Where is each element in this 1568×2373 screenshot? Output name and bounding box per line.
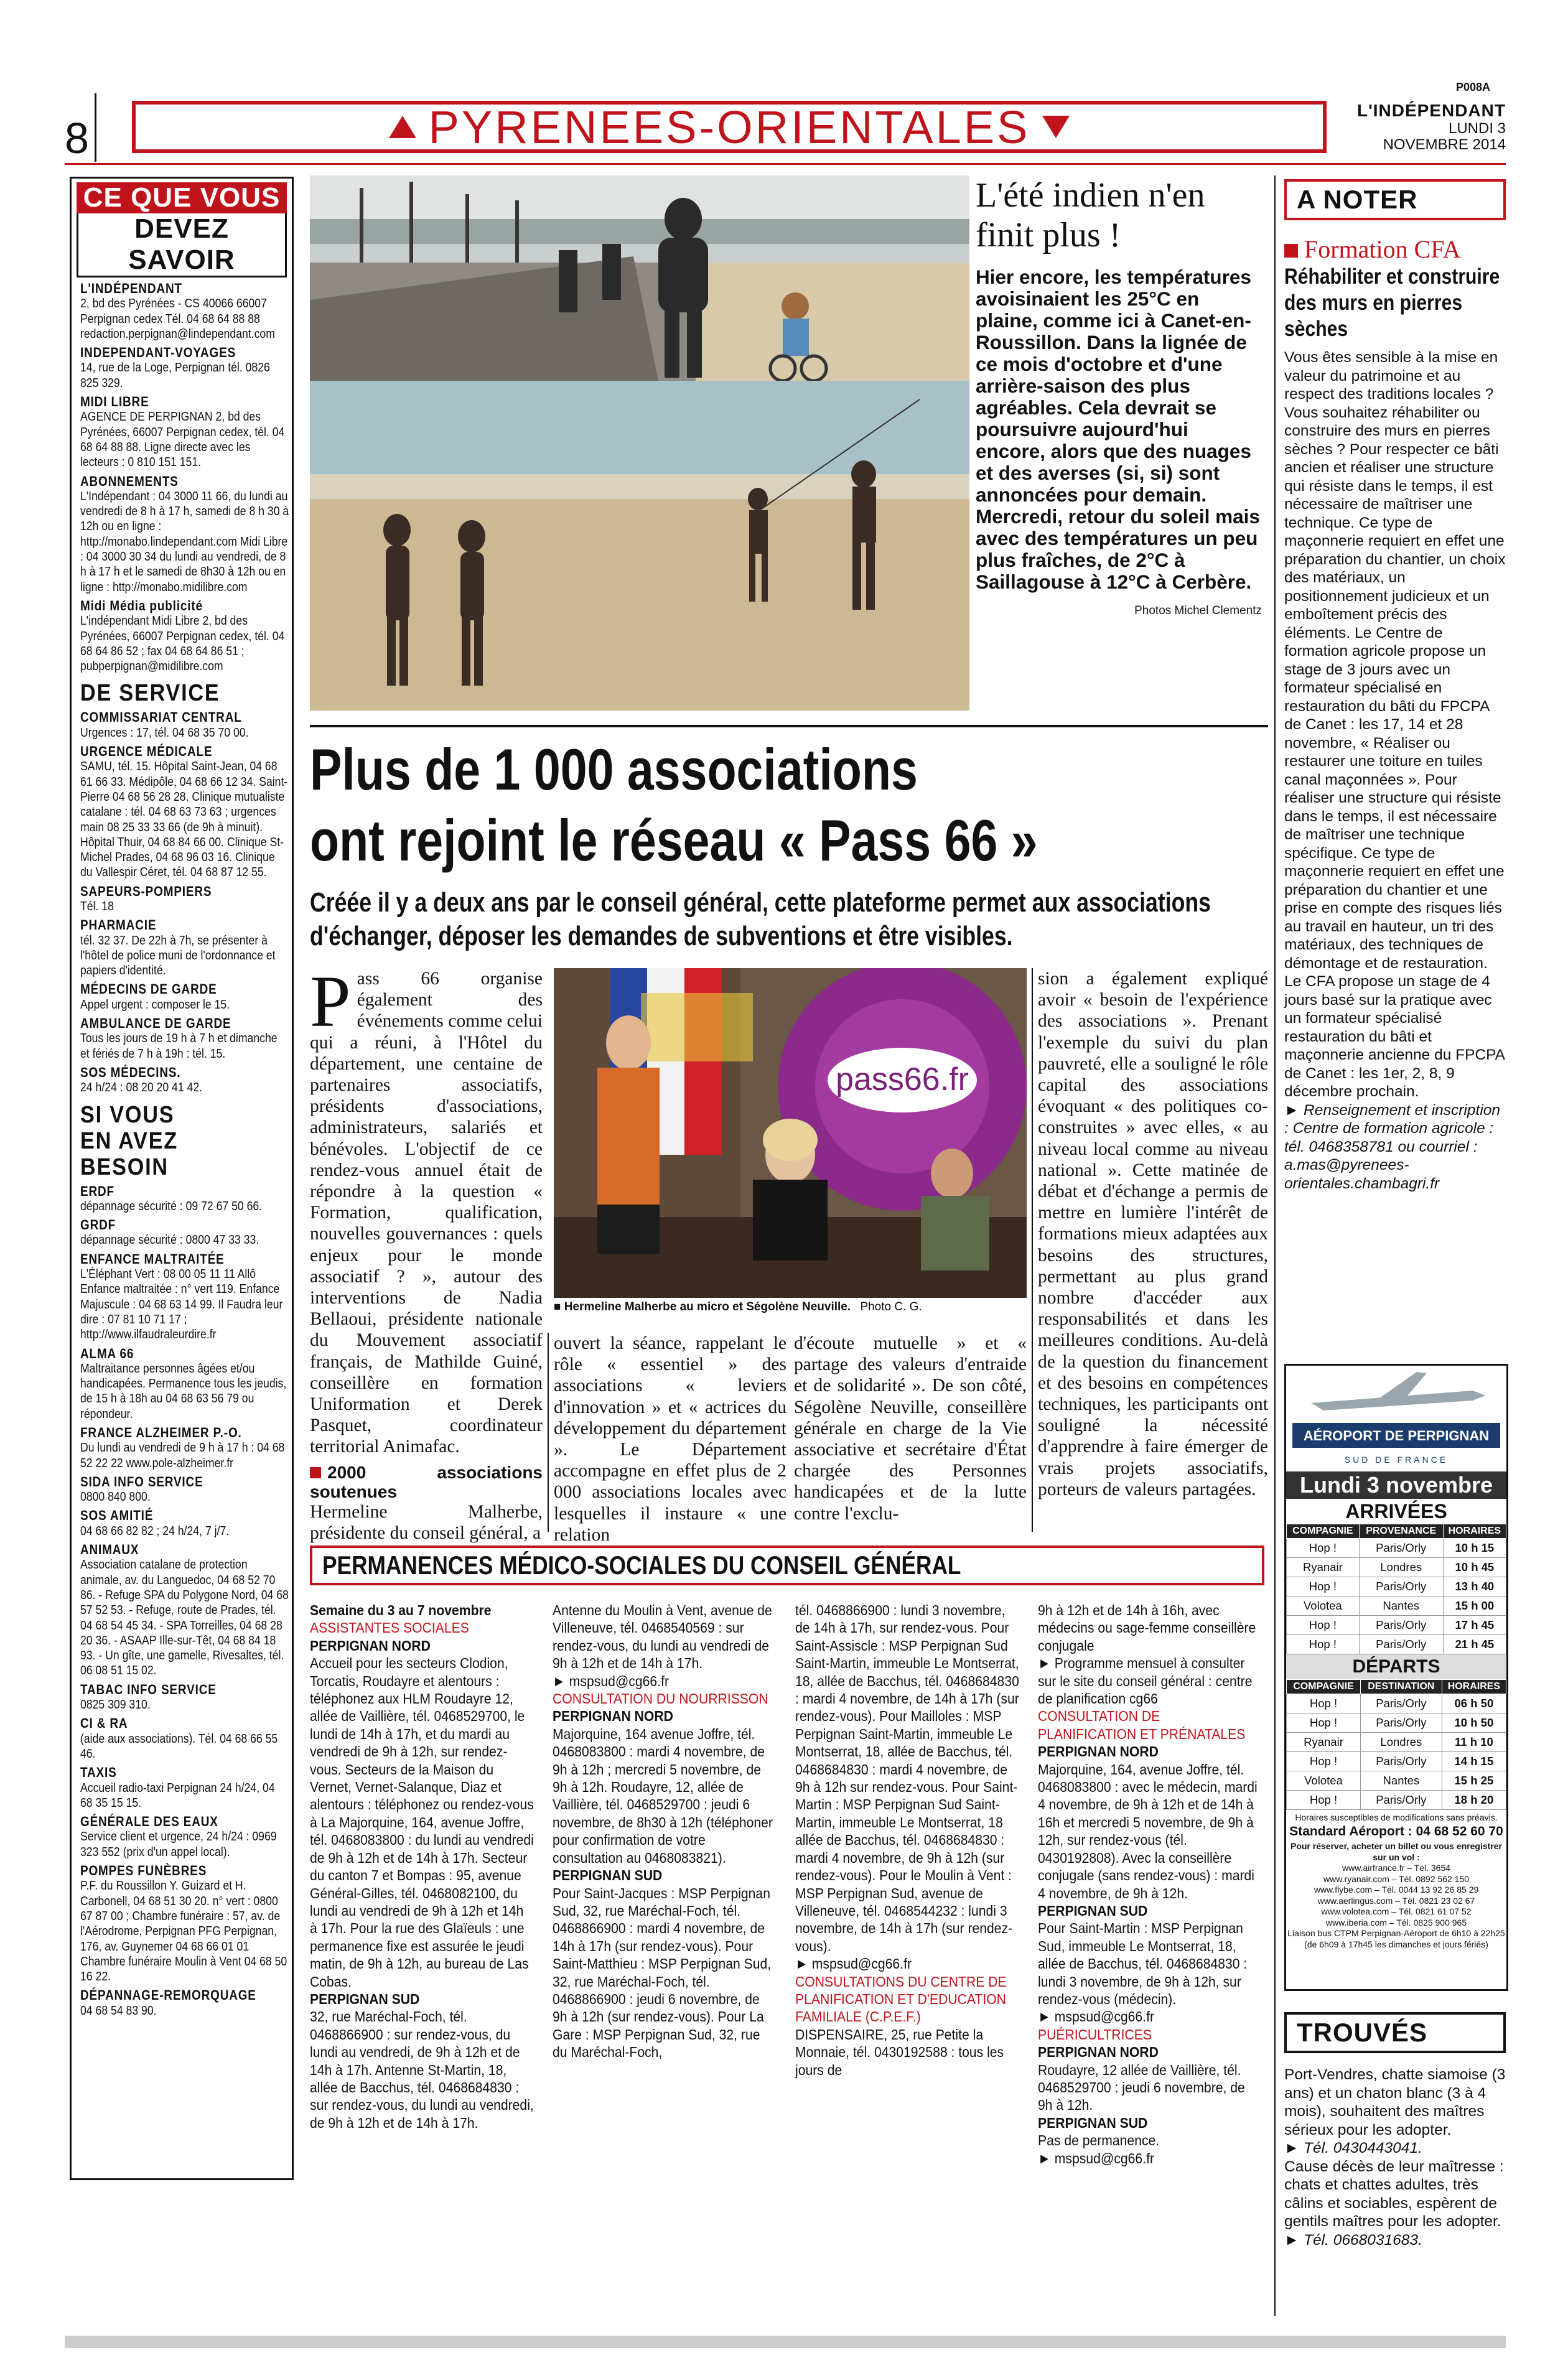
table-cell: Volotea [1287,1597,1360,1616]
info-entry [80,744,289,880]
permanence-heading: ASSISTANTES SOCIALES [310,1620,469,1636]
permanence-subheading: PERPIGNAN SUD [310,1990,420,2007]
info-entry-text: tél. 32 37. De 22h à 7h, se présenter à l'hôtel de police muni de l'ordonnance et papiers d'identité. [80,933,276,978]
info-entry-heading: ERDF [80,1183,114,1199]
table-row [1287,1752,1506,1771]
table-cell: Hop ! [1287,1752,1361,1771]
info-entry-heading: SIDA INFO SERVICE [80,1473,203,1490]
table-cell: 15 h 00 [1443,1597,1506,1616]
table-cell: Paris/Orly [1359,1635,1443,1654]
table-header: DESTINATION [1360,1680,1442,1694]
issue-date-day: LUNDI 3 [1448,120,1506,137]
info-entry-text: L'Éléphant Vert : 08 00 05 11 11 Allô Enfance maltraitée : n° vert 119. Enfance Majuscule : 04 68 63 14 99. Il Faudra leur dire : 07 81 10 71 17 ; http://www.ilfaudraleurdire.fr [80,1267,283,1342]
arrivals-table [1286,1524,1506,1654]
beach-photo [310,175,969,711]
table-cell: 10 h 50 [1442,1713,1506,1733]
info-entry-text: (aide aux associations). Tél. 04 68 66 55 46. [80,1731,278,1761]
title-line1: CE QUE VOUS [77,182,287,213]
reservation-line: Liaison bus CTPM Perpignan-Aéroport de 6h10 à 22h25 [1287,1928,1505,1938]
article-column-2: ouvert la séance, rappelant le rôle « essentiel » des associations « leviers d'innovation » et « actrices du développement du département ». Le Département accompagne en effet plus de 2 000 associations locales avec lesquelles il instaure « une relation [554,1333,786,1545]
permanence-subheading: Semaine du 3 au 7 novembre [310,1602,492,1618]
anoter-banner [1284,179,1506,220]
info-entry-heading: INDEPENDANT-VOYAGES [80,345,236,361]
table-header: COMPAGNIE [1287,1680,1361,1694]
permanence-text: Accueil pour les secteurs Clodion, Torcatis, Roudayre et alentours : téléphonez aux HLM Roudayre 12, allée de Vaillière, tél. 0468529700, le lundi de 14h à 17h, et du mardi au vendredi de 9h à 12h, sur rendez-vous. Secteurs de la Maison du Vernet, Vernet-Salanque, Diaz et alentours : téléphonez ou rendez-vous à La Majorquine, 164, avenue Joffre, tél. 0468083800 : du lundi au vendredi de 9h à 12h et de 14h à 17h. Secteur du canton 7 et Bompas : 95, avenue Général-Gilles, tél. 0468082100, du lundi au vendredi de 9h à 12h et 14h à 17h. Pour la rue des Glaïeuls : une permanence fixe est assurée le jeudi matin, de 9h à 12h, au bureau de Las Cobas. [310,1655,534,1990]
info-entry [80,884,289,915]
table-row [1287,1558,1506,1577]
airport-sub: SUD DE FRANCE [1344,1455,1449,1465]
triangle-up-icon [389,116,416,138]
reservations-list [1286,1863,1506,1950]
info-entry-text: 0800 840 800. [80,1490,151,1504]
info-entry-text: Maltraitance personnes âgées et/ou handicapées. Permanence tous les jeudis, de 15 h à 18h au 04 68 63 56 79 ou répondeur. [80,1361,287,1421]
reservation-line: www.airfrance.fr – Tél. 3654 [1342,1863,1451,1873]
info-entry-heading: ABONNEMENTS [80,473,179,489]
article-column-3: d'écoute mutuelle » et « partage des valeurs d'entraide et de solidarité ». De son côté, Ségolène Neuville, conseillère générale en charge de la Vie associative et secrétaire d'État chargée des Personnes handicapées et de la lutte contre l'exclu- [794,1333,1027,1524]
permanence-subheading: PERPIGNAN SUD [1038,1902,1148,1919]
info-entry-text: Du lundi au vendredi de 9 h à 17 h : 04 68 52 22 22 www.pole-alzheimer.fr [80,1440,285,1470]
trouves-tel-2: ► Tél. 0668031683. [1284,2231,1422,2249]
article-headline [310,734,1279,876]
pass66-sign: pass66.fr [836,1061,969,1098]
info-entry [80,1425,289,1471]
departures-table [1286,1679,1506,1810]
permanences-column-4 [1038,1601,1262,2167]
photo-credit: Photos Michel Clementz [1134,604,1262,617]
page-code: P008A [1456,81,1491,93]
section-banner [132,101,1327,153]
table-cell: Nantes [1359,1597,1443,1616]
weather-text: Hier encore, les températures avoisinaient les 25°C en plaine, comme ici à Canet-en-Roussillon. Dans la lignée de ce mois d'octobre et d'une arrière-saison des plus agréables. Cela devrait se poursuivre aujourd'hui encore, alors que des nuages et des averses (si, si) sont annoncées pour demain. Mercredi, retour du soleil mais avec des températures un peu plus fraîches, de 2°C à Saillagouse à 12°C à Cerbère. [976,266,1260,593]
table-cell: 06 h 50 [1442,1694,1506,1713]
table-cell: Hop ! [1287,1539,1360,1558]
conference-photo [554,968,1027,1298]
table-row [1287,1771,1506,1791]
square-bullet-icon [310,1467,321,1478]
airplane-icon [1286,1366,1506,1471]
article-text-1b: Hermeline Malherbe, présidente du conseil général, a [310,1501,543,1543]
info-entry [80,1252,289,1343]
divider [95,93,96,162]
info-entry-text: SAMU, tél. 15. Hôpital Saint-Jean, 04 68 61 66 33. Médipôle, 04 68 66 12 34. Saint-Pierre 04 68 56 28 28. Clinique mutualiste catalane : tél. 04 68 63 73 63 ; urgences main 08 25 33 33 66 (de 9h à minuit). Hôpital Thuir, 04 68 84 66 00. Clinique St-Michel Prades, 04 68 96 03 16. Clinique du Vallespir Céret, tél. 04 68 87 12 55. [80,759,288,880]
info-entry-text: Accueil radio-taxi Perpignan 24 h/24, 04 68 35 15 15. [80,1780,275,1810]
title-line2: DEVEZ SAVOIR [77,213,287,277]
practical-info-title [77,182,287,277]
trouves-text-2: Cause décès de leur maîtresse : chats et chattes adultes, très câlins et sociables, espèrent de gentils maîtres pour les adopter. [1284,2158,1504,2230]
info-entry-text: Tous les jours de 19 h à 7 h et dimanche et fériés de 7 h à 19h : tél. 15. [80,1031,278,1061]
info-entry [80,1542,289,1679]
permanence-text: Pas de permanence. [1038,2132,1160,2149]
info-entry [80,1765,289,1811]
permanence-text: Antenne du Moulin à Vent, avenue de Villeneuve, tél. 0468540569 : sur rendez-vous, du lundi au vendredi de 9h à 12h et de 14h à 17h. [553,1602,772,1672]
issue-date-month: NOVEMBRE 2014 [1383,136,1506,153]
info-entry [80,918,289,978]
info-entry [80,1475,289,1505]
info-entry [80,1682,289,1713]
trouves-banner [1284,2012,1506,2053]
info-entry [80,1346,289,1422]
table-cell: 17 h 45 [1443,1616,1506,1635]
headline-line1: Plus de 1 000 associations [310,737,918,802]
table-row [1287,1635,1506,1654]
column-rule [1274,175,1276,2316]
table-cell: Paris/Orly [1359,1616,1443,1635]
trouves-tel-1: ► Tél. 0430443041. [1284,2140,1422,2156]
drop-cap: P [310,961,351,1042]
info-entry [80,710,289,740]
info-entry-text: 04 68 66 82 82 ; 24 h/24, 7 j/7. [80,1523,230,1538]
square-bullet-icon [1284,244,1298,258]
info-entry [80,1863,289,1984]
info-entry [80,1508,289,1539]
airport-note: Horaires susceptibles de modifications sans préavis. [1295,1812,1498,1822]
info-entry-text: 14, rue de la Loge, Perpignan tél. 0826 825 329. [80,360,270,390]
table-cell: 14 h 15 [1442,1752,1506,1771]
table-header: PROVENANCE [1359,1524,1443,1539]
table-row [1287,1597,1506,1616]
table-header: HORAIRES [1442,1680,1506,1694]
info-entry-heading: AMBULANCE DE GARDE [80,1015,231,1032]
departures-title: DÉPARTS [1286,1654,1506,1679]
table-cell: Paris/Orly [1360,1713,1442,1733]
table-cell: 15 h 25 [1442,1771,1506,1791]
article-lead: Créée il y a deux ans par le conseil général, cette plateforme permet aux associations d'échanger, déposer les demandes de subventions et être visibles. [310,887,1211,951]
permanence-heading: PUÉRICULTRICES [1038,2026,1152,2043]
info-entry [80,1716,289,1761]
headline-line2: ont rejoint le réseau « Pass 66 » [310,808,1038,873]
info-entry [80,982,289,1012]
table-cell: Paris/Orly [1359,1539,1443,1558]
airport-name: AÉROPORT DE PERPIGNAN [1303,1428,1490,1443]
permanence-text: Roudayre, 12 allée de Vaillière, tél. 0468529700 : jeudi 6 novembre, de 9h à 12h. [1038,2061,1245,2114]
article-column-4: sion a également expliqué avoir « besoin de l'expérience des associations ». Prenant l'exemple du suivi du plan pauvreté, elle a souligné le rôle capital des associations évoquant « des politiques co-construites » avec elles, « au niveau local comme au niveau national ». Cette matinée de débat et d'échange a permis de mettre en lumière l'intérêt de formations mieux adaptées aux besoins des structures, permettant au plus grand nombre d'accéder aux responsabilités et dans les meilleures conditions. Au-delà de la question du financement et des besoins en compétences techniques, les participants ont souligné la nécessité d'apprendre à faire émerger de vrais projets associatifs, porteurs de valeurs partagées. [1038,969,1268,1499]
permanences-banner [310,1545,1264,1585]
info-entry-heading: URGENCE MÉDICALE [80,744,213,760]
airport-standard: Standard Aéroport : 04 68 52 60 70 [1289,1824,1503,1839]
table-row [1287,1694,1506,1713]
cfa-subtitle: Réhabiliter et construire des murs en pierres sèches [1284,264,1500,341]
permanence-text: ► mspsud@cg66.fr [1038,2008,1155,2025]
besoins-list [80,1184,289,2018]
contacts-list [80,281,289,674]
info-entry-heading: ANIMAUX [80,1542,139,1558]
table-cell: Paris/Orly [1360,1694,1442,1713]
airport-date: Lundi 3 novembre [1286,1471,1506,1499]
info-entry-text: Association catalane de protection animale, av. du Languedoc, 04 68 52 70 86. - Refuge SPA du Polygone Nord, 04 68 57 52 53. - Refuge, route de Prades, tél. 04 68 54 45 34. - SPA Torreilles, 04 68 28 20 36. - ASAAP Ille-sur-Têt, 04 68 84 18 93. - Un gîte, une gamelle, Rivesaltes, tél. 06 08 51 15 02. [80,1557,289,1678]
info-entry-heading: ALMA 66 [80,1345,134,1361]
practical-info-column [70,177,294,2180]
permanence-text: Majorquine, 164 avenue Joffre, tél. 0468083800 : mardi 4 novembre, de 9h à 12h ; mercredi 5 novembre, de 9h à 12h. Roudayre, 12, allée de Vaillière, tél. 0468529700 : jeudi 6 novembre, de 8h30 à 12h (téléphoner pour confirmation de votre consultation au 0468083821). [553,1725,773,1866]
masthead [1338,101,1506,153]
info-entry-heading: COMMISSARIAT CENTRAL [80,709,242,725]
permanence-text: Pour Saint-Jacques : MSP Perpignan Sud, 32, rue Maréchal-Foch, tél. 0468866900 : mardi 4 novembre, de 14h à 17h (sur rendez-vous). Pour Saint-Matthieu : MSP Perpignan Sud, 32, rue Maréchal-Foch, tél. 0468866900 : jeudi 6 novembre, de 9h à 12h (sur rendez-vous). Pour La Gare : MSP Perpignan Sud, 32, rue du Maréchal-Foch, [553,1885,772,2061]
trouves-text [1284,2066,1506,2249]
info-entry-heading: DÉPANNAGE-REMORQUAGE [80,1987,256,2003]
airport-reservations [1286,1841,1506,1950]
table-cell: Hop ! [1287,1616,1360,1635]
article-text-1: ass 66 organise également des événements comme celui qui a réuni, à l'Hôtel du département, une centaine de partenaires associatifs, présidents d'associations, administrateurs, salariés et bénévoles. L'objectif de ce rendez-vous annuel était de répondre à la question « Formation, qualification, nouvelles gouvernances : quels enjeux pour le monde associatif ? », autour des interventions de Nadia Bellaoui, présidente nationale du Mouvement associatif français, de Mathilde Guiné, conseillère en formation Uniformation et Derek Pasquet, coordinateur territorial Animafac. [310,969,543,1457]
table-cell: Londres [1359,1558,1443,1577]
table-row [1287,1539,1506,1558]
footer-bar [65,2336,1506,2348]
weather-title: L'été indien n'en finit plus ! [976,176,1205,254]
arrivals-title: ARRIVÉES [1345,1500,1447,1522]
reservation-line: www.volotea.com – Tél. 0821 61 07 52 [1321,1906,1472,1916]
info-entry-heading: MIDI LIBRE [80,394,149,410]
caption-text: Hermeline Malherbe au micro et Ségolène Neuville. [564,1300,851,1313]
table-row [1287,1791,1506,1810]
permanences-column-1 [310,1601,534,2132]
info-entry-heading: Midi Média publicité [80,597,203,613]
permanences-title: PERMANENCES MÉDICO-SOCIALES DU CONSEIL GÉNÉRAL [322,1550,961,1580]
permanence-text: ► mspsud@cg66.fr [795,1956,912,1972]
info-entry [80,394,289,470]
anoter-title: A NOTER [1297,185,1418,214]
reservation-line: www.iberia.com – Tél. 0825 900 965 [1325,1917,1467,1928]
info-entry-heading: GÉNÉRALE DES EAUX [80,1814,218,1830]
info-entry-text: dépannage sécurité : 09 72 67 50 66. [80,1198,263,1213]
table-cell: 13 h 40 [1443,1577,1506,1597]
beach-photo-image [310,175,969,711]
table-cell: Hop ! [1287,1694,1361,1713]
article-subhead [310,1463,543,1501]
table-row [1287,1577,1506,1597]
info-entry-text: dépannage sécurité : 0800 47 33 33. [80,1233,259,1247]
permanence-text: ► mspsud@cg66.fr [553,1672,670,1689]
article-column-1 [310,961,543,1544]
permanence-heading: CONSULTATION DU NOURRISSON [553,1690,768,1707]
table-cell: Nantes [1360,1771,1442,1791]
info-entry [80,1065,289,1096]
permanence-text: ► Programme mensuel à consulter sur le site du conseil général : centre de planification cg66 [1038,1655,1253,1707]
table-row [1287,1713,1506,1733]
reservation-line: www.ryanair.com – Tél. 0892 562 150 [1323,1873,1469,1884]
trouves-text-1: Port-Vendres, chatte siamoise (3 ans) et un chaton blanc (3 à 4 mois), souhaitent des maîtres sérieux pour les adopter. [1284,2066,1506,2138]
newspaper-name: L'INDÉPENDANT [1357,101,1506,120]
page-number: 8 [65,114,89,162]
info-entry-heading: ENFANCE MALTRAITÉE [80,1251,225,1267]
table-cell: Hop ! [1287,1791,1361,1810]
table-header: HORAIRES [1443,1524,1506,1539]
permanence-text: ► mspsud@cg66.fr [1038,2150,1155,2166]
info-entry [80,474,289,595]
reservation-line: www.aerlingus.com – Tél. 0821 23 02 67 [1317,1895,1475,1906]
permanence-subheading: PERPIGNAN NORD [1038,2044,1159,2061]
info-entry-text: 2, bd des Pyrénées - CS 40066 66007 Perpignan cedex Tél. 04 68 64 88 88 redaction.perpignan@lindependant.com [80,296,275,341]
info-entry-heading: TABAC INFO SERVICE [80,1681,217,1697]
info-entry [80,345,289,391]
caption-bullet-icon: ■ [554,1300,564,1313]
table-cell: Hop ! [1287,1713,1361,1733]
triangle-down-icon [1042,116,1070,138]
info-entry-heading: SOS MÉDECINS. [80,1064,181,1080]
info-entry [80,1988,289,2018]
table-cell: 11 h 10 [1442,1733,1506,1752]
table-cell: Hop ! [1287,1577,1360,1597]
info-entry [80,1184,289,1214]
permanence-text: Pour Saint-Martin : MSP Perpignan Sud, immeuble Le Montserrat, 18, allée de Bacchus, tél. 0468684830 : lundi 3 novembre, de 9h à 12h, sur rendez-vous (médecin). [1038,1920,1248,2007]
info-entry-text: 24 h/24 : 08 20 20 41 42. [80,1080,203,1095]
permanence-text: Majorquine, 164, avenue Joffre, tél. 0468083800 : avec le médecin, mardi 4 novembre, de 9h à 12h et de 14h à 16h et mercredi 5 novembre, de 9h à 12h, sur rendez-vous (tél. 0430192808). Avec la conseillère conjugale (sans rendez-vous) : mardi 4 novembre, de 9h à 12h. [1038,1761,1258,1901]
info-entry [80,599,289,674]
info-entry-text: Urgences : 17, tél. 04 68 35 70 00. [80,725,249,740]
info-entry-heading: TAXIS [80,1765,117,1781]
cfa-info: ► Renseignement et inscription : Centre de formation agricole : tél. 0468358781 ou courriel : a.mas@pyrenees-orientales.chambagri.fr [1284,1101,1501,1192]
info-entry-text: AGENCE DE PERPIGNAN 2, bd des Pyrénées, 66007 Perpignan cedex, tél. 04 68 64 88 88. Ligne directe avec les lecteurs : 0 810 151 151. [80,409,285,470]
table-cell: Hop ! [1287,1635,1360,1654]
info-entry-heading: GRDF [80,1217,116,1233]
service-title: DE SERVICE [80,680,220,707]
cfa-title-text: Formation CFA [1304,235,1461,263]
table-row [1287,1616,1506,1635]
column-rule [548,1333,549,1532]
header-rule [65,163,1506,165]
permanence-text: 32, rue Maréchal-Foch, tél. 0468866900 : sur rendez-vous, du lundi au vendredi, de 9h à 12h et de 14h à 17h. Antenne St-Martin, 18, allée de Bacchus, tél. 0468684830 : sur rendez-vous, du lundi au vendredi, de 9h à 12h et de 14h à 17h. [310,2008,534,2131]
cfa-title [1284,235,1508,264]
table-cell: 21 h 45 [1443,1635,1506,1654]
info-entry-text: 0825 309 310. [80,1697,151,1712]
headline-rule [310,725,1268,727]
table-row [1287,1733,1506,1752]
table-cell: Paris/Orly [1359,1577,1443,1597]
photo-caption [554,1300,1027,1314]
info-entry-heading: L'INDÉPENDANT [80,281,182,296]
permanences-column-3 [795,1601,1019,2079]
info-entry-heading: SOS AMITIÉ [80,1508,154,1524]
info-entry [80,281,289,342]
permanence-subheading: PERPIGNAN NORD [553,1708,673,1725]
table-header: COMPAGNIE [1287,1524,1360,1539]
cfa-text: Vous êtes sensible à la mise en valeur du patrimoine et au respect des traditions locales ? Vous souhaitez réhabiliter ou construire des murs en pierres sèches ? Pour respecter ce bâti ancien et réaliser une structure qui résiste dans le temps, il est nécessaire de maîtriser une technique. Ce type de maçonnerie requiert en effet une préparation du chantier, un choix des matériaux, un positionnement judicieux et un emboîtement précis des éléments. Le Centre de formation agricole propose un stage de 3 jours avec un formateur spécialisé en restauration du bâti du FPCPA de Canet : les 17, 14 et 28 novembre, « Réaliser ou restaurer une toiture en tuiles canal maçonnées ». Pour réaliser une structure qui résiste dans le temps, il est nécessaire de maîtriser une technique spécifique. Ce type de maçonnerie requiert en effet une préparation du chantier et une prise en compte des risques liés au travail en hauteur, un tri des matériaux, des techniques de démontage et de restauration. Le CFA propose un stage de 4 jours basé sur la pratique avec un formateur spécialisé restauration du bâti et maçonnerie ancienne du FPCPA de Canet : les 1er, 2, 8, 9 décembre prochain. [1284,349,1506,1100]
table-cell: 10 h 45 [1443,1558,1506,1577]
info-entry-heading: SAPEURS-POMPIERS [80,883,212,899]
column-rule [1032,968,1033,1532]
table-cell: 10 h 15 [1443,1539,1506,1558]
info-entry-heading: POMPES FUNÈBRES [80,1863,207,1879]
reservation-line: (de 6h09 à 17h45 les dimanches et jours fériés) [1304,1939,1488,1949]
info-entry-text: L'indépendant Midi Libre 2, bd des Pyrénées, 66007 Perpignan cedex, tél. 04 68 64 86 52 ; fax 04 68 64 86 51 ; pubperpignan@midilibre.com [80,613,285,674]
info-entry-text: Tél. 18 [80,898,114,913]
info-entry-heading: MÉDECINS DE GARDE [80,981,217,997]
info-entry-text: Appel urgent : composer le 15. [80,997,230,1012]
services-list [80,710,289,1095]
table-cell: Paris/Orly [1360,1791,1442,1810]
info-entry [80,1218,289,1248]
reservations-title: Pour réserver, acheter un billet ou vous enregistrer sur un vol : [1290,1841,1502,1862]
info-entry-text: 04 68 54 83 90. [80,2003,157,2018]
permanence-text: tél. 0468866900 : lundi 3 novembre, de 14h à 17h, sur rendez-vous. Pour Saint-Assiscle : MSP Perpignan Sud Saint-Martin, immeuble Le Montserrat, 18, allée de Bacchus, tél. 0468684830 : mardi 4 novembre, de 14h à 17h (sur rendez-vous). Pour Mailloles : MSP Perpignan Saint-Martin, immeuble Le Montserrat, 18, allée de Bacchus, tél. 0468684830 : mardi 4 novembre, de 9h à 12h sur rendez-vous. Pour Saint-Martin : MSP Perpignan Sud Saint-Martin, immeuble Le Montserrat, 18 allée de Bacchus, tél. 0468684830 : mardi 4 novembre, de 9h à 12h (sur rendez-vous). Pour le Moulin à Vent : MSP Perpignan Sud, avenue de Villeneuve, tél. 0468544232 : lundi 3 novembre, de 14h à 17h (sur rendez-vous). [795,1602,1019,1954]
table-cell: 18 h 20 [1442,1791,1506,1810]
permanence-text: 9h à 12h et de 14h à 16h, avec médecins ou sage-femme conseillère conjugale [1038,1602,1256,1654]
table-cell: Paris/Orly [1360,1752,1442,1771]
info-entry [80,1016,289,1061]
info-entry-heading: FRANCE ALZHEIMER P.-O. [80,1425,242,1440]
info-entry-text: Service client et urgence, 24 h/24 : 0969 323 552 (prix d'un appel local). [80,1829,277,1859]
besoin-title-2: EN AVEZ BESOIN [80,1127,179,1180]
permanence-text: DISPENSAIRE, 25, rue Petite la Monnaie, tél. 0430192588 : tous les jours de [795,2026,1004,2078]
besoin-title-1: SI VOUS [80,1101,175,1128]
trouves-title: TROUVÉS [1297,2018,1428,2047]
info-entry-heading: PHARMACIE [80,917,157,933]
table-cell: Ryanair [1287,1733,1361,1752]
info-entry [80,1814,289,1860]
conference-photo-image [554,968,1027,1298]
permanence-heading: CONSULTATIONS DU CENTRE DE PLANIFICATION ET D'EDUCATION FAMILIALE (C.P.E.F.) [795,1973,1007,2025]
permanence-subheading: PERPIGNAN SUD [553,1867,663,1884]
info-entry-heading: CI & RA [80,1715,128,1732]
info-entry-text: L'Indépendant : 04 3000 11 66, du lundi au vendredi de 8 h à 17 h, samedi de 8 h 30 à 12h ou en ligne : http://monabo.lindependant.com Midi Libre : 04 3000 30 34 du lundi au vendredi, de 8 h à 17 h et le samedi de 8h30 à 12h ou en ligne : http://monabo.midilibre.com [80,488,289,594]
table-cell: Ryanair [1287,1558,1360,1577]
reservation-line: www.flybe.com – Tél. 0044 13 92 26 85 29 [1314,1885,1479,1895]
airport-schedule [1284,1364,1508,1991]
section-title: PYRENEES-ORIENTALES [428,101,1030,153]
permanence-subheading: PERPIGNAN NORD [310,1637,431,1654]
table-cell: Londres [1360,1733,1442,1752]
permanence-heading: CONSULTATION DE PLANIFICATION ET PRÉNATALES [1038,1708,1246,1742]
weather-brief [976,175,1262,711]
subhead-text: 2000 associations soutenues [310,1462,543,1501]
caption-credit: Photo C. G. [860,1300,922,1313]
info-entry-text: P.F. du Roussillon Y. Guizard et H. Carbonell, 04 68 51 30 20. n° vert : 0800 67 87 00 ; Chambre funéraire : 57, av. de l'Aérodrome, Perpignan PFG Perpignan, 176, av. Guynemer 04 68 66 01 01 Chambre funéraire Moulin à Vent 04 68 50 16 22. [80,1878,287,1984]
airport-logo [1286,1366,1506,1471]
permanences-column-2 [553,1601,777,2061]
table-cell: Volotea [1287,1771,1361,1791]
cfa-brief [1284,235,1508,1193]
permanence-subheading: PERPIGNAN NORD [1038,1743,1159,1760]
permanence-subheading: PERPIGNAN SUD [1038,2114,1148,2131]
